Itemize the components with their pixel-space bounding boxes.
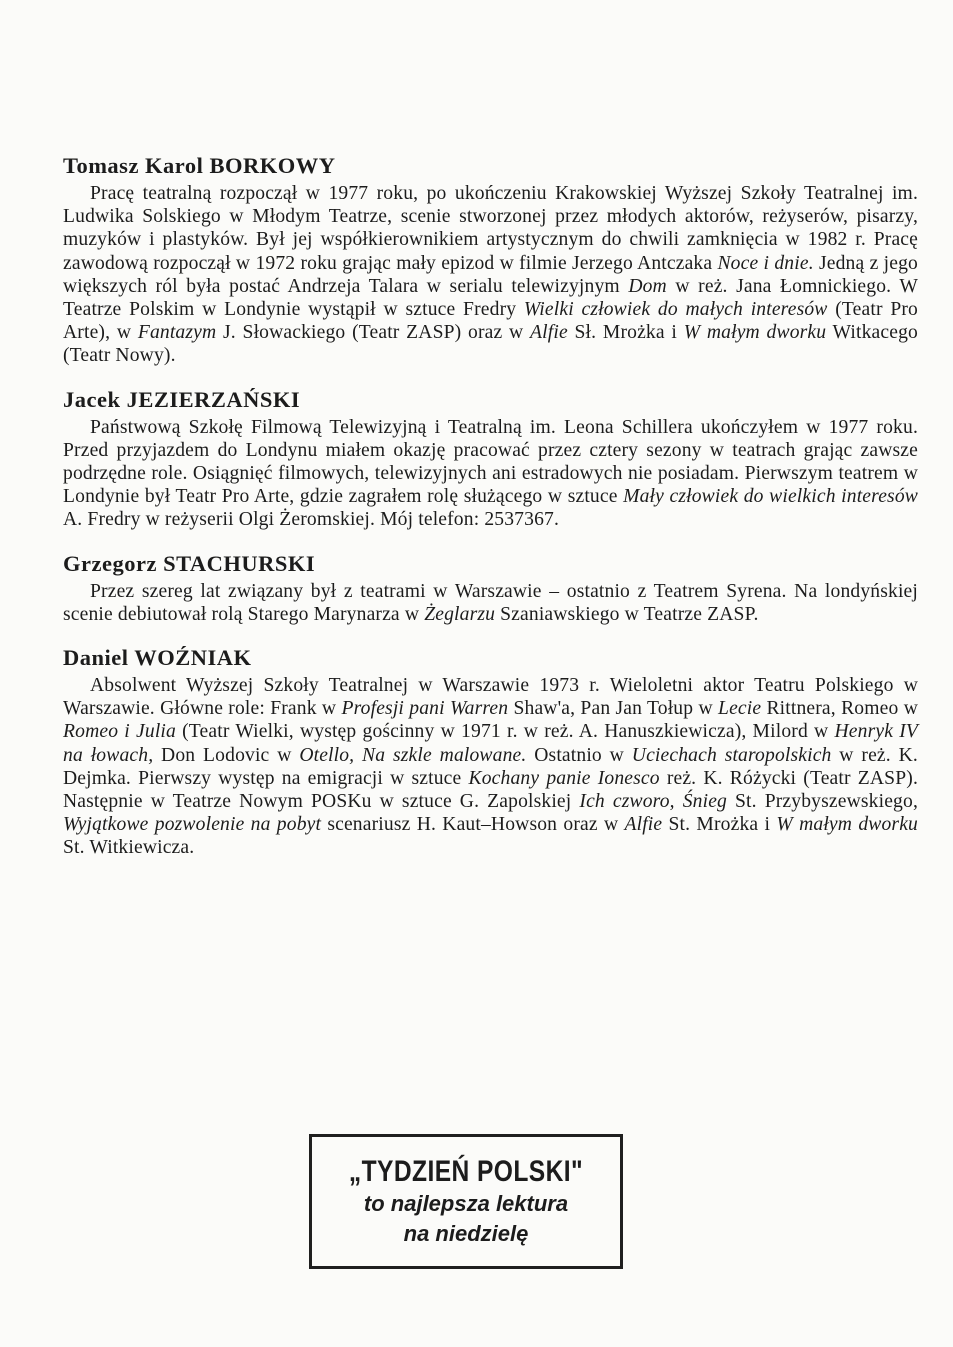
advertisement-box <box>309 1134 623 1269</box>
italic-title: Noce i dnie. <box>717 252 814 274</box>
bio-first-name: Grzegorz <box>63 550 164 576</box>
bio-last-name: STACHURSKI <box>163 550 316 576</box>
text-run: Pracę teatralną rozpoczął w 1977 roku, po ukończeniu Krakowskiej Wyższej Szkoły Teatralnej im. Ludwika Solskiego w Młodym Teatrze, scenie stworzonej przez młodych aktorów, reżyserów, pisarzy, muzyków i plastyków. Był jej współkierownikiem artystycznym do chwili zamknięcia w 1982 r. Pracę zawodową rozpoczął w 1972 roku grając mały epizod w filmie Jerzego Antczaka <box>63 183 918 274</box>
bio-entry <box>63 644 918 860</box>
bio-text <box>63 580 918 626</box>
text-run: Ostatnio w <box>526 744 632 766</box>
text-run: Don Lodovic w <box>153 744 300 766</box>
text-run: Państwową Szkołę Filmową Telewizyjną i Teatralną im. Leona Schillera ukończyłem w 1977 roku. Przed przyjazdem do Londynu miałem okazję pracować przez cztery sezony w teatrach grając zawsze podrzędne role. Osiągnięć filmowych, telewizyjnych ani estradowych nie posiadam. Pierwszym teatrem w Londynie był Teatr Pro Arte, gdzie zagrałem rolę służącego w sztuce <box>63 416 918 508</box>
text-run: St. Witkiewicza. <box>63 837 195 859</box>
italic-title: Kochany panie Ionesco <box>468 767 660 789</box>
bio-name <box>63 152 918 180</box>
bio-text <box>63 416 918 532</box>
italic-title: W małym dworku <box>776 814 918 836</box>
bio-last-name: BORKOWY <box>209 153 336 178</box>
bios-section <box>63 152 918 878</box>
ad-line-2: na niedzielę <box>403 1221 529 1246</box>
italic-title: W małym dworku <box>683 322 827 344</box>
italic-title: Lecie <box>718 698 762 720</box>
text-run: reż. K. Różycki (Teatr ZASP). Następnie w Teatrze Nowym POSKu w sztuce G. Zapolskiej <box>63 767 919 813</box>
bio-text <box>63 182 918 368</box>
text-run: Rittnera, Romeo w <box>761 698 918 720</box>
italic-title: Otello, Na szkle malowane. <box>299 744 527 766</box>
text-run: Szaniawskiego w Teatrze ZASP. <box>495 603 759 625</box>
italic-title: Wielki człowiek do małych interesów <box>523 299 828 321</box>
italic-title: Wyjątkowe pozwolenie na pobyt <box>63 814 322 836</box>
italic-title: Mały człowiek do wielkich interesów <box>623 486 918 508</box>
italic-title: Henryk IV na łowach, <box>63 721 919 766</box>
text-run: (Teatr Pro Arte), w <box>63 299 919 344</box>
text-run: Jedną z jego większych ról była postać Andrzeja Talara w serialu telewizyjnym <box>63 252 918 297</box>
bio-first-name: Tomasz Karol <box>63 153 210 178</box>
text-run: w reż. K. Dejmka. Pierwszy występ na emigracji w sztuce <box>63 744 918 789</box>
bio-last-name: JEZIERZAŃSKI <box>126 386 301 412</box>
italic-title: Profesji pani Warren <box>341 698 509 720</box>
text-run: St. Mrożka i <box>662 814 777 836</box>
italic-title: Alfie <box>530 322 568 344</box>
text-run: Sł. Mrożka i <box>567 322 684 344</box>
italic-title: Ich czworo, Śnieg <box>579 791 727 813</box>
text-run: J. Słowackiego (Teatr ZASP) oraz w <box>216 322 531 344</box>
text-run: (Teatr Wielki, występ gościnny w 1971 r. w reż. A. Hanuszkiewicza), Milord w <box>175 721 835 743</box>
italic-title: Fantazym <box>137 322 217 344</box>
bio-entry <box>63 550 918 626</box>
bio-first-name: Jacek <box>63 386 127 412</box>
ad-title: „TYDZIEŃ POLSKI" <box>348 1155 584 1188</box>
bio-last-name: WOŹNIAK <box>134 645 252 671</box>
bio-name <box>63 550 918 578</box>
bio-name <box>63 386 918 414</box>
text-run: w reż. Jana Łomnickiego. W Teatrze Polskim w Londynie wystąpił w sztuce Fredry <box>63 275 919 321</box>
bio-first-name: Daniel <box>63 645 135 671</box>
text-run: St. Przybyszewskiego, <box>727 791 918 813</box>
bio-name <box>63 644 918 672</box>
text-run: Shaw'a, Pan Jan Tołup w <box>508 698 719 720</box>
text-run: A. Fredry w reżyserii Olgi Żeromskiej. Mój telefon: 2537367. <box>63 509 560 531</box>
bio-entry <box>63 152 918 368</box>
bio-entry <box>63 386 918 532</box>
italic-title: Alfie <box>624 814 663 836</box>
text-run: scenariusz H. Kaut–Howson oraz w <box>321 814 625 836</box>
italic-title: Dom <box>628 275 667 297</box>
text-run: Absolwent Wyższej Szkoły Teatralnej w Warszawie 1973 r. Wieloletni aktor Teatru Polskiego w Warszawie. Główne role: Frank w <box>63 675 918 720</box>
italic-title: Żeglarzu <box>424 603 496 625</box>
italic-title: Romeo i Julia <box>63 721 176 743</box>
text-run: Przez szereg lat związany był z teatrami w Warszawie – ostatnio z Teatrem Syrena. Na londyńskiej scenie debiutował rolą Starego Marynarza w <box>63 580 918 625</box>
bio-text <box>63 674 918 860</box>
text-run: Witkacego (Teatr Nowy). <box>63 322 918 367</box>
italic-title: Uciechach staropolskich <box>631 744 832 766</box>
ad-line-1: to najlepsza lektura <box>363 1191 569 1216</box>
